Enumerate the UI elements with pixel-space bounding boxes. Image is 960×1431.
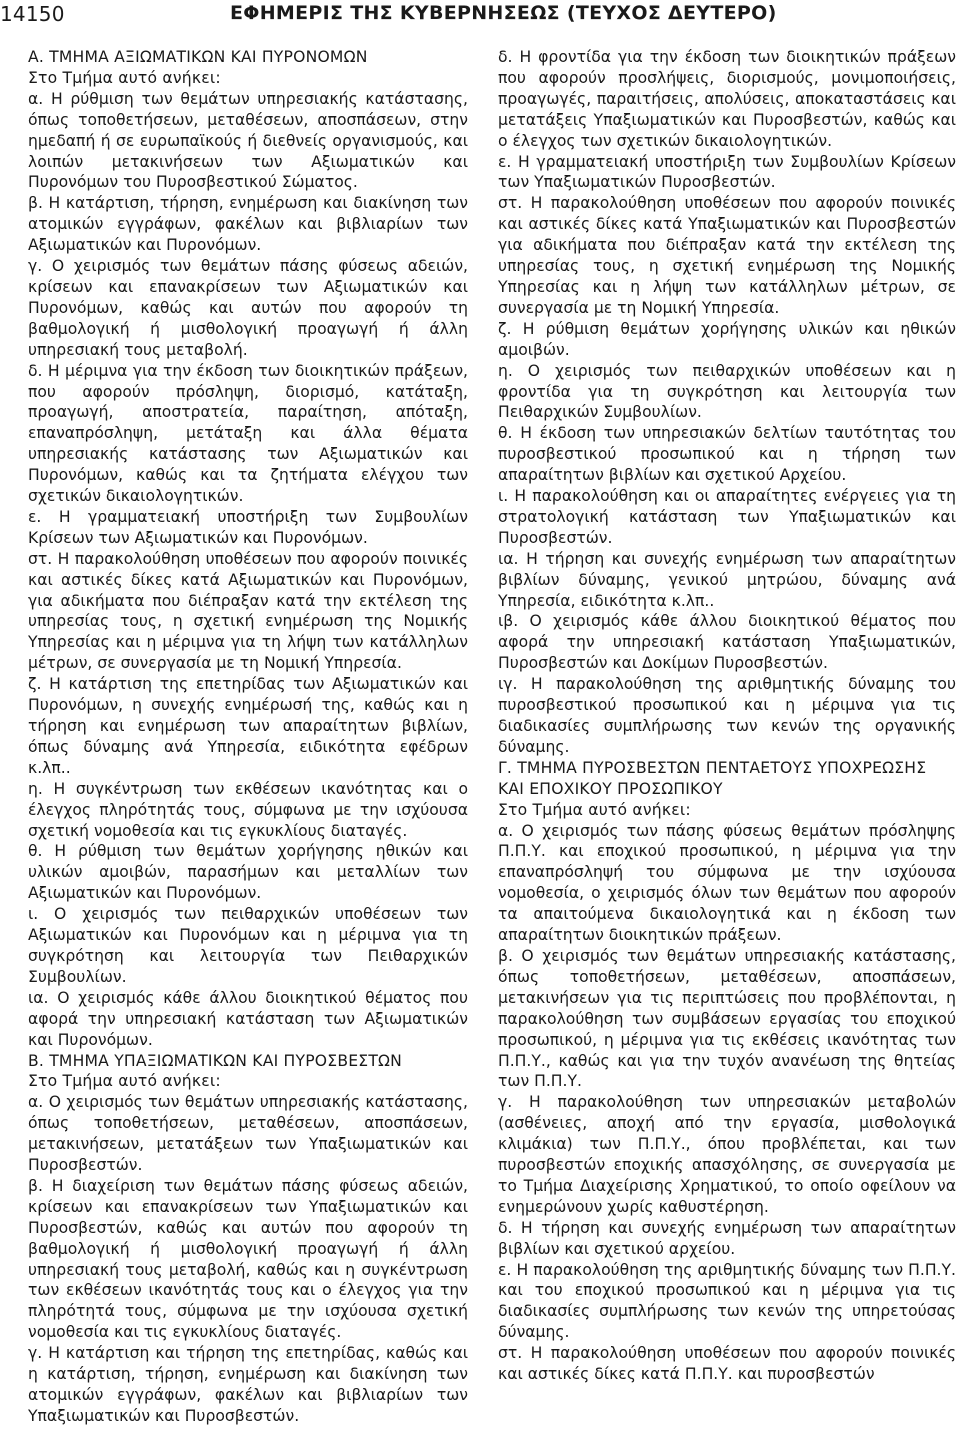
paragraph: στ. Η παρακολούθηση υποθέσεων που αφορούν ποινικές και αστικές δίκες κατά Π.Π.Υ. και πυροσβεστών	[498, 1344, 956, 1384]
paragraph: ζ. Η κατάρτιση της επετηρίδας των Αξιωματικών και Πυρονόμων, η συνεχής ενημέρωσή της, καθώς και η τήρηση και ενημέρωση των απαραίτητων βιβλίων, όπως δύναμης ανά Υπηρεσία, ειδικότητα εφέδρων κ.λπ..	[28, 675, 468, 777]
paragraph: η. Η συγκέντρωση των εκθέσεων ικανότητας και ο έλεγχος πληρότητάς τους, σύμφωνα με την ισχύουσα σχετική νομοθεσία και τις εγκυκλίους διαταγές.	[28, 779, 468, 840]
paragraph: α. Η ρύθμιση των θεμάτων υπηρεσιακής κατάστασης, όπως τοποθετήσεων, μεταθέσεων, αποσπάσεων, στην ημεδαπή ή σε ευρωπαϊκούς ή διεθνείς οργανισμούς, και λοιπών μετακινήσεων των Αξιωματικών και Πυρονόμων του Πυροσβεστικού Σώματος.	[28, 89, 468, 192]
paragraph: δ. Η φροντίδα για την έκδοση των διοικητικών πράξεων που αφορούν προσλήψεις, διορισμούς, μονιμοποιήσεις, προαγωγές, παραιτήσεις, απολύσεις, αποκαταστάσεις και μετατάξεις Υπαξιωματικών και Πυροσβεστών, καθώς και ο έλεγχος των σχετικών δικαιολογητικών.	[498, 48, 956, 150]
paragraph: ιβ. Ο χειρισμός κάθε άλλου διοικητικού θέματος που αφορά την υπηρεσιακή κατάσταση Υπαξιωματικών, Πυροσβεστών και Δοκίμων Πυροσβεστών.	[498, 612, 956, 673]
page-header	[0, 0, 960, 40]
paragraph: θ. Η ρύθμιση των θεμάτων χορήγησης ηθικών και υλικών αμοιβών, παρασήμων και μεταλλίων των Αξιωματικών και Πυρονόμων.	[28, 842, 468, 903]
section-heading: Γ. ΤΜΗΜΑ ΠΥΡΟΣΒΕΣΤΩΝ ΠΕΝΤΑΕΤΟΥΣ ΥΠΟΧΡΕΩΣΗΣ ΚΑΙ ΕΠΟΧΙΚΟΥ ΠΡΟΣΩΠΙΚΟΥ	[498, 758, 927, 798]
paragraph: ε. Η παρακολούθηση της αριθμητικής δύναμης των Π.Π.Υ. και του εποχικού προσωπικού και η μέριμνα για τις διαδικασίες συμπλήρωσης των κενών της υπηρετούσας δύναμης.	[498, 1260, 956, 1342]
paragraph: γ. Ο χειρισμός των θεμάτων πάσης φύσεως αδειών, κρίσεων και επανακρίσεων των Αξιωματικών και Πυρονόμων, καθώς και αυτών που αφορούν τη βαθμολογική ή μισθολογική προαγωγή ή άλλη υπηρεσιακή τους μεταβολή.	[28, 257, 468, 359]
page-number: 14150	[0, 2, 65, 26]
paragraph: ε. Η γραμματειακή υποστήριξη των Συμβουλίων Κρίσεων των Υπαξιωματικών Πυροσβεστών.	[498, 152, 956, 192]
section-heading: Στο Τμήμα αυτό ανήκει:	[28, 68, 221, 87]
paragraph: β. Η διαχείριση των θεμάτων πάσης φύσεως αδειών, κρίσεων και επανακρίσεων των Υπαξιωματικών και Πυροσβεστών, καθώς και αυτών που αφορούν τη βαθμολογική ή μισθολογική προαγωγή ή άλλη υπηρεσιακή τους μεταβολή, καθώς και η συγκέντρωση των εκθέσεων ικανότητάς τους και ο έλεγχος για την πληρότητά τους, σύμφωνα με την ισχύουσα σχετική νομοθεσία και τις εγκυκλίους διαταγές.	[28, 1176, 468, 1342]
paragraph: ιγ. Η παρακολούθηση της αριθμητικής δύναμης του πυροσβεστικού προσωπικού και η μέριμνα για τις διαδικασίες συμπλήρωσης των κενών της οργανικής δύναμης.	[498, 675, 956, 756]
paragraph: γ. Η παρακολούθηση των υπηρεσιακών μεταβολών (ασθένειες, αποχή από την εργασία, μισθολογικά κλιμάκια) των Π.Π.Υ., όπου προβλέπεται, και των πυροσβεστών εποχικής απασχόλησης, σε συνεργασία με το Τμήμα Διαχείρισης Χρηματικού, το οποίο οφείλουν να ενημερώνουν χωρίς καθυστέρηση.	[498, 1093, 956, 1216]
paragraph: δ. Η τήρηση και συνεχής ενημέρωση των απαραίτητων βιβλίων και σχετικού αρχείου.	[498, 1218, 956, 1258]
paragraph: ι. Η παρακολούθηση και οι απαραίτητες ενέργειες για τη στρατολογική κατάσταση των Υπαξιωματικών και Πυροσβεστών.	[498, 487, 956, 547]
section-heading: Στο Τμήμα αυτό ανήκει:	[28, 1072, 221, 1091]
paragraph: ια. Ο χειρισμός κάθε άλλου διοικητικού θέματος που αφορά την υπηρεσιακή κατάσταση των Αξιωματικών και Πυρονόμων.	[28, 988, 468, 1049]
section-heading: Α. ΤΜΗΜΑ ΑΞΙΩΜΑΤΙΚΩΝ ΚΑΙ ΠΥΡΟΝΟΜΩΝ	[28, 48, 368, 66]
section-heading: Στο Τμήμα αυτό ανήκει:	[498, 800, 691, 819]
paragraph: β. Η κατάρτιση, τήρηση, ενημέρωση και διακίνηση των ατομικών εγγράφων, φακέλων και βιβλιαρίων των Αξιωματικών και Πυρονόμων.	[28, 194, 468, 255]
paragraph: ι. Ο χειρισμός των πειθαρχικών υποθέσεων των Αξιωματικών και Πυρονόμων και η μέριμνα για τη συγκρότηση και λειτουργία των Πειθαρχικών Συμβουλίων.	[28, 905, 468, 986]
paragraph: ε. Η γραμματειακή υποστήριξη των Συμβουλίων Κρίσεων των Αξιωματικών και Πυρονόμων.	[28, 507, 468, 547]
paragraph: ζ. Η ρύθμιση θεμάτων χορήγησης υλικών και ηθικών αμοιβών.	[498, 319, 956, 359]
paragraph: δ. Η μέριμνα για την έκδοση των διοικητικών πράξεων, που αφορούν πρόσληψη, διορισμό, κατάταξη, προαγωγή, αποστρατεία, παραίτηση, απόταξη, επαναπρόσληψη, μετάταξη και άλλα θέματα υπηρεσιακής κατάστασης των Αξιωματικών και Πυρονόμων, καθώς και τα ζητήματα ελέγχου των σχετικών δικαιολογητικών.	[28, 361, 468, 506]
paragraph: α. Ο χειρισμός των θεμάτων υπηρεσιακής κατάστασης, όπως τοποθετήσεων, μεταθέσεων, αποσπάσεων, μετακινήσεων, μετατάξεων των Υπαξιωματικών και Πυροσβεστών.	[28, 1093, 468, 1175]
paragraph: στ. Η παρακολούθηση υποθέσεων που αφορούν ποινικές και αστικές δίκες κατά Αξιωματικών και Πυρονόμων, για αδικήματα που διέπραξαν κατά την εκτέλεση της υπηρεσίας τους, η σχετική ενημέρωση της Νομικής Υπηρεσίας και η μέριμνα για τη λήψη των κατάλληλων μέτρων, σε συνεργασία με τη Νομική Υπηρεσία.	[28, 549, 468, 673]
paragraph: στ. Η παρακολούθηση υποθέσεων που αφορούν ποινικές και αστικές δίκες κατά Υπαξιωματικών και Πυροσβεστών για αδικήματα που διέπραξαν κατά την εκτέλεση της υπηρεσίας τους, η σχετική ενημέρωση της Νομικής Υπηρεσίας και η λήψη των κατάλληλων μέτρων, σε συνεργασία με τη Νομική Υπηρεσία.	[498, 194, 956, 317]
paragraph: γ. Η κατάρτιση και τήρηση της επετηρίδας, καθώς και η κατάρτιση, τήρηση, ενημέρωση και διακίνηση των ατομικών εγγράφων, φακέλων και βιβλιαρίων των Υπαξιωματικών και Πυροσβεστών.	[28, 1344, 468, 1425]
section-heading: Β. ΤΜΗΜΑ ΥΠΑΞΙΩΜΑΤΙΚΩΝ ΚΑΙ ΠΥΡΟΣΒΕΣΤΩΝ	[28, 1051, 403, 1070]
left-column	[28, 47, 468, 1427]
paragraph: η. Ο χειρισμός των πειθαρχικών υποθέσεων και η φροντίδα για τη συγκρότηση και λειτουργία των Πειθαρχικών Συμβουλίων.	[498, 361, 956, 422]
paragraph: ια. Η τήρηση και συνεχής ενημέρωση των απαραίτητων βιβλίων δύναμης, γενικού μητρώου, δύναμης ανά Υπηρεσία, ειδικότητα κ.λπ..	[498, 549, 956, 610]
paragraph: α. Ο χειρισμός των πάσης φύσεως θεμάτων πρόσληψης Π.Π.Υ. και εποχικού προσωπικού, η μέριμνα για την επαναπρόσληψή του σύμφωνα με την ισχύουσα νομοθεσία, ο χειρισμός όλων των θεμάτων που αφορούν τα απαιτούμενα δικαιολογητικά και η έκδοση των απαραίτητων διοικητικών πράξεων.	[498, 821, 956, 945]
paragraph: β. Ο χειρισμός των θεμάτων υπηρεσιακής κατάστασης, όπως τοποθετήσεων, μεταθέσεων, αποσπάσεων, μετακινήσεων για τις περιπτώσεις που προβλέπονται, η παρακολούθηση των συμβάσεων εργασίας του εποχικού προσωπικού, η μέριμνα για τις εκθέσεις ικανότητας των Π.Π.Υ., καθώς και για την τυχόν ανανέωση της θητείας των Π.Π.Υ.	[498, 946, 956, 1091]
gazette-title: ΕΦΗΜΕΡΙΣ ΤΗΣ ΚΥΒΕΡΝΗΣΕΩΣ (ΤΕΥΧΟΣ ΔΕΥΤΕΡΟ)	[230, 2, 777, 24]
paragraph: θ. Η έκδοση των υπηρεσιακών δελτίων ταυτότητας του πυροσβεστικού προσωπικού και η τήρηση των απαραίτητων βιβλίων και σχετικού Αρχείου.	[498, 424, 956, 485]
right-column	[498, 47, 956, 1385]
